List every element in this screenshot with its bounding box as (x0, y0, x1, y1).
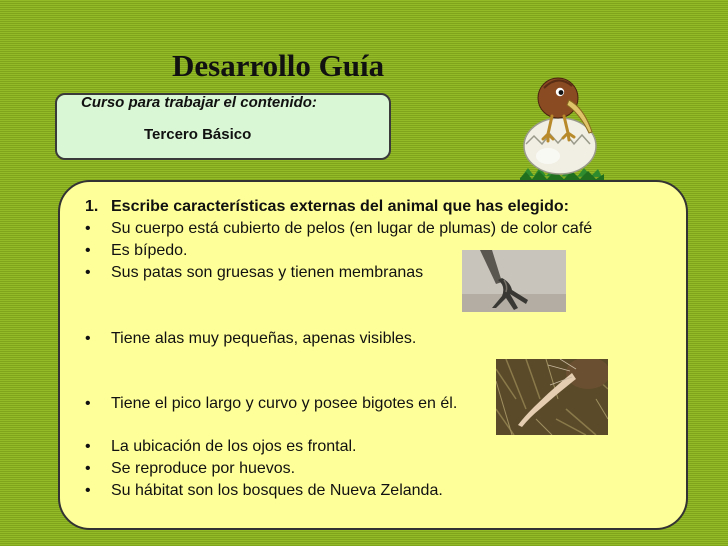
list-item (85, 242, 188, 260)
bullet-icon: • (85, 395, 91, 412)
bullet-icon: • (85, 264, 91, 281)
bullet-icon: • (85, 460, 91, 477)
course-grade: Tercero Básico (144, 126, 252, 143)
list-item (85, 482, 443, 500)
list-item-text: La ubicación de los ojos es frontal. (111, 438, 357, 455)
instruction-number: 1. (85, 198, 99, 215)
bullet-icon: • (85, 242, 91, 259)
course-label: Curso para trabajar el contenido: (81, 94, 317, 111)
bullet-icon: • (85, 330, 91, 347)
list-item (85, 330, 416, 348)
bullet-icon: • (85, 220, 91, 237)
bullet-icon: • (85, 482, 91, 499)
list-item (85, 460, 295, 478)
slide-title: Desarrollo Guía (172, 48, 385, 83)
list-item-text: Su hábitat son los bosques de Nueva Zelanda. (111, 482, 443, 499)
bullet-icon: • (85, 438, 91, 455)
kiwi-beak-photo (496, 359, 608, 435)
list-item-text: Tiene el pico largo y curvo y posee bigotes en él. (111, 395, 458, 412)
instruction-text: Escribe características externas del animal que has elegido: (111, 198, 569, 215)
instruction-heading (85, 198, 569, 216)
list-item (85, 220, 592, 238)
list-item (85, 438, 356, 456)
list-item-text: Se reproduce por huevos. (111, 460, 296, 477)
list-item-text: Es bípedo. (111, 242, 188, 259)
list-item-text: Su cuerpo está cubierto de pelos (en lugar de plumas) de color café (111, 220, 593, 237)
list-item (85, 395, 457, 413)
kiwi-on-egg-illustration (514, 64, 606, 184)
list-item-text: Sus patas son gruesas y tienen membranas (111, 264, 424, 281)
kiwi-feet-photo (462, 250, 566, 312)
list-item (85, 264, 423, 282)
list-item-text: Tiene alas muy pequeñas, apenas visibles. (111, 330, 417, 347)
